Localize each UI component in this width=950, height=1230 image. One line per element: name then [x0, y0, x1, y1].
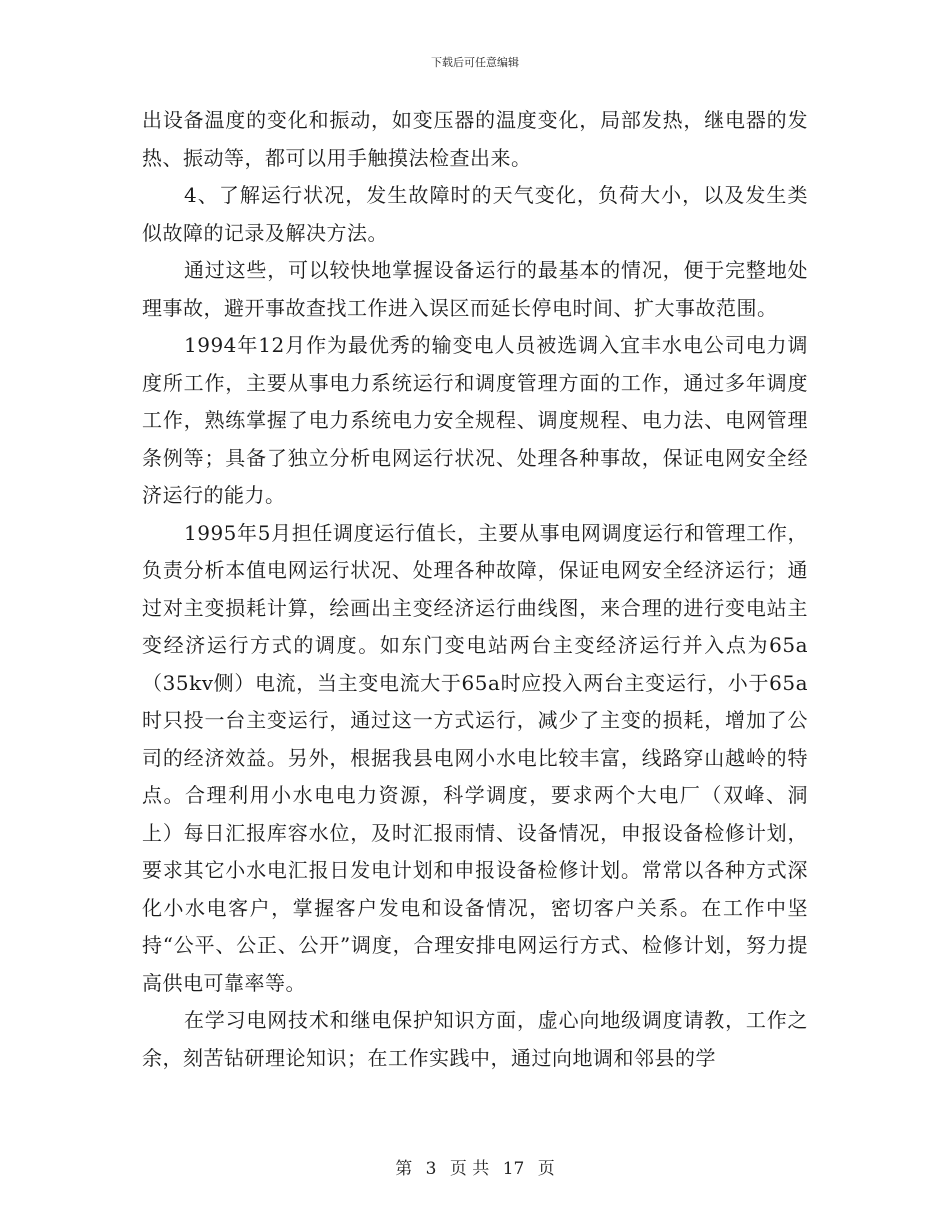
paragraph: 通过这些，可以较快地掌握设备运行的最基本的情况，便于完整地处理事故，避开事故查找工作进入误区而延长停电时间、扩大事故范围。	[142, 258, 808, 320]
page-number-suffix: 页	[537, 1159, 555, 1179]
page-number-middle: 页 共	[449, 1159, 490, 1179]
paragraph: 在学习电网技术和继电保护知识方面，虚心向地级调度请教，工作之余，刻苦钻研理论知识；在工作实践中，通过向地调和邻县的学	[142, 1008, 808, 1070]
paragraph: 出设备温度的变化和振动，如变压器的温度变化，局部发热，继电器的发热、振动等，都可以用手触摸法检查出来。	[142, 108, 808, 170]
paragraph: 1994年12月作为最优秀的输变电人员被选调入宜丰水电公司电力调度所工作，主要从事电力系统运行和调度管理方面的工作，通过多年调度工作，熟练掌握了电力系统电力安全规程、调度规程、电力法、电网管理条例等；具备了独立分析电网运行状况、处理各种事故，保证电网安全经济运行的能力。	[142, 333, 808, 507]
page-header: 下载后可任意编辑	[431, 56, 519, 69]
paragraph: 1995年5月担任调度运行值长，主要从事电网调度运行和管理工作，负责分析本值电网运行状况、处理各种故障，保证电网安全经济运行；通过对主变损耗计算，绘画出主变经济运行曲线图，来合理的进行变电站主变经济运行方式的调度。如东门变电站两台主变经济运行并入点为65a（35kv侧）电流，当主变电流大于65a时应投入两台主变运行，小于65a时只投一台主变运行，通过这一方式运行，减少了主变的损耗，增加了公司的经济效益。另外，根据我县电网小水电比较丰富，线路穿山越岭的特点。合理利用小水电电力资源，科学调度，要求两个大电厂（双峰、洞上）每日汇报库容水位，及时汇报雨情、设备情况，申报设备检修计划，要求其它小水电汇报日发电计划和申报设备检修计划。常常以各种方式深化小水电客户，掌握客户发电和设备情况，密切客户关系。在工作中坚持“公平、公正、公开”调度，合理安排电网运行方式、检修计划，努力提高供电可靠率等。	[142, 520, 808, 995]
page-number-prefix: 第	[395, 1159, 413, 1179]
paragraph: 4、了解运行状况，发生故障时的天气变化，负荷大小，以及发生类似故障的记录及解决方法。	[142, 183, 808, 245]
document-body	[142, 102, 808, 1077]
current-page-number: 3	[425, 1159, 437, 1179]
page-footer	[0, 1154, 950, 1179]
total-page-count: 17	[502, 1159, 525, 1179]
